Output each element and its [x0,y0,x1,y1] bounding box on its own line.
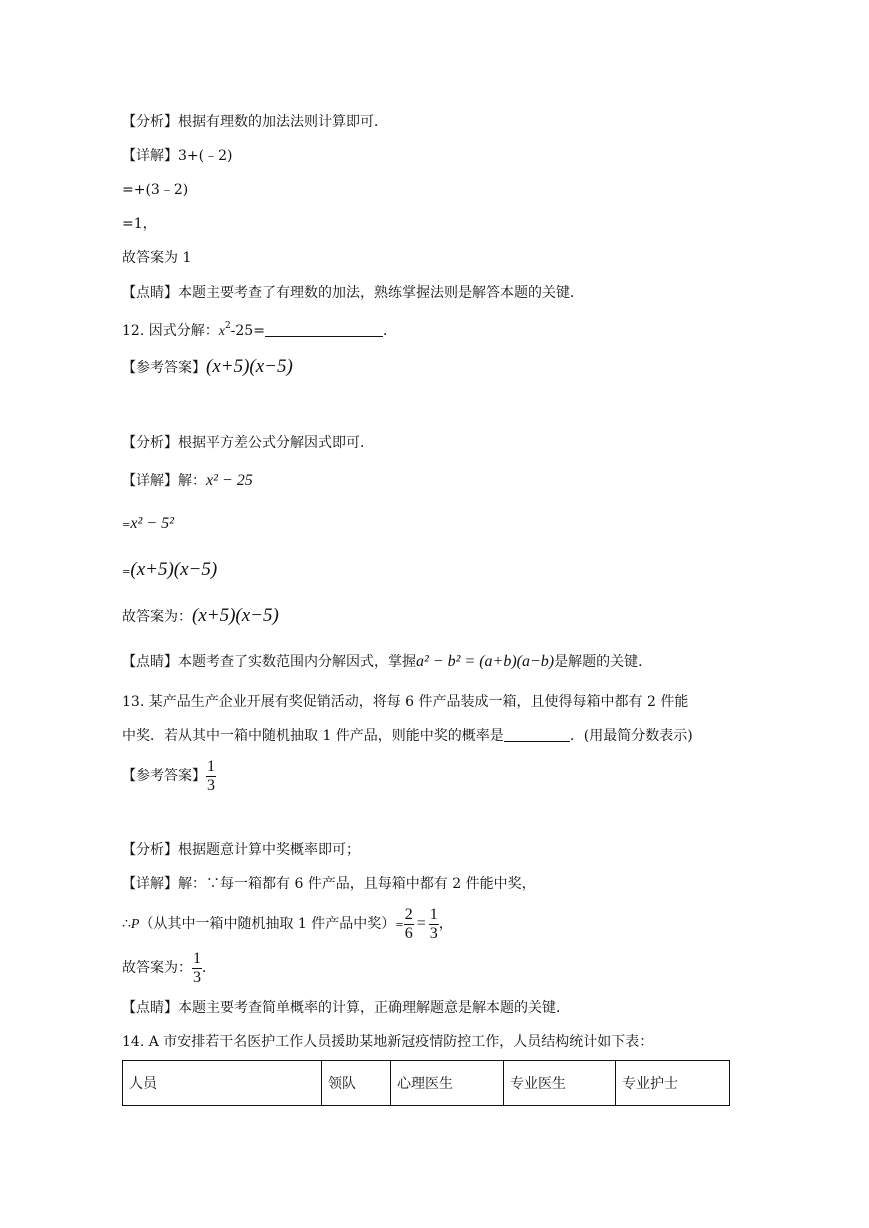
q13-answer [122,948,216,988]
q12-step1-eq: = [122,520,131,531]
table-row [123,1061,730,1106]
q12-question [122,316,397,342]
q12-answer-label: 故答案为： [122,609,192,625]
q12-question-prefix: 12. 因式分解： [122,323,219,339]
q12-detail-label: 【详解】解： [122,473,206,489]
table-header-personnel: 人员 [123,1061,322,1106]
q12-analysis: 【分析】根据平方差公式分解因式即可． [122,435,374,451]
q11-comment: 【点睛】本题主要考查了有理数的加法，熟练掌握法则是解答本题的关键． [122,285,584,301]
q13-analysis: 【分析】根据题意计算中奖概率即可； [122,842,360,858]
q13-frac1-den: 6 [404,924,413,942]
q13-answer-num: 1 [193,949,201,967]
q12-comment [122,652,652,672]
q13-answer-label: 故答案为： [122,960,192,976]
q12-detail-expr: x² − 25 [206,472,253,489]
q12-reference [122,357,293,378]
table-header-leader: 领队 [322,1061,391,1106]
table-header-psychologist: 心理医生 [391,1061,504,1106]
q12-step1 [122,514,174,536]
q11-detail-line3: =1， [122,216,157,232]
q11-detail-line2: =+(3﹣2) [122,182,189,198]
q14-staff-table [122,1060,730,1106]
q12-detail [122,471,253,491]
q13-eq2: = [416,915,426,932]
q13-answer-fraction [192,950,202,987]
q13-answer-blank[interactable] [504,727,570,742]
q13-frac2 [429,906,439,943]
table-header-doctor: 专业医生 [504,1061,616,1106]
q13-detail-line1: 【详解】解：∵每一箱都有 6 件产品，且每箱中都有 2 件能中奖， [122,876,536,892]
q13-question-line2 [122,726,693,746]
q13-answer-den: 3 [193,968,201,986]
q12-answer [122,606,279,627]
q13-event-text: （从其中一箱中随机抽取 1 件产品中奖） [139,916,396,932]
q12-question-x: x [218,324,225,339]
q11-answer: 故答案为 1 [122,250,192,266]
q13-frac1-num: 2 [404,905,413,923]
table-header-nurse: 专业护士 [616,1061,730,1106]
q13-question-suffix: ．(用最简分数表示) [569,728,693,744]
q13-frac2-num: 1 [429,905,438,923]
q13-comment: 【点睛】本题主要考查简单概率的计算，正确理解题意是解本题的关键． [122,1000,570,1016]
q13-eq1: = [395,920,404,931]
q13-ref-den: 3 [207,776,215,794]
q13-ref-fraction [206,758,216,795]
q14-question: 14. A 市安排若干名医护工作人员援助某地新冠疫情防控工作，人员结构统计如下表： [122,1034,654,1050]
q13-detail-line2 [122,904,453,946]
q13-reference [122,756,216,796]
q12-comment-formula: a² − b² = (a+b)(a−b) [416,653,555,670]
q13-question-prefix: 中奖．若从其中一箱中随机抽取 1 件产品，则能中奖的概率是 [122,728,504,744]
q13-ref-num: 1 [207,757,215,775]
q12-ref-label: 【参考答案】 [122,360,206,376]
q13-ref-label: 【参考答案】 [122,768,206,784]
q12-question-rest: -25= [230,323,265,339]
q12-step2 [122,560,217,583]
q12-ref-answer: (x+5)(x−5) [206,356,293,377]
q13-answer-period: ． [202,960,216,976]
q12-step2-expr: (x+5)(x−5) [130,559,218,580]
q12-step2-eq: = [122,567,131,578]
q12-question-exp: 2 [224,321,231,331]
q12-answer-expr: (x+5)(x−5) [192,605,279,626]
q12-step1-expr: x² − 5² [130,515,174,532]
q11-detail-line1: 【详解】3+(﹣2) [122,148,233,164]
q12-answer-blank[interactable] [265,322,383,337]
q13-therefore: ∴ [122,916,131,932]
q12-question-end: ． [382,323,397,339]
q11-analysis: 【分析】根据有理数的加法法则计算即可． [122,114,388,130]
q13-comma: ， [438,916,453,932]
q13-P: P [130,917,140,932]
q13-frac2-den: 3 [429,924,438,942]
q13-question-line1: 13. 某产品生产企业开展有奖促销活动，将每 6 件产品装成一箱，且使得每箱中都有 2 件能 [122,694,689,710]
q12-comment-prefix: 【点睛】本题考查了实数范围内分解因式，掌握 [122,654,416,670]
q12-comment-suffix: 是解题的关键． [554,654,653,670]
q13-frac1 [404,906,414,943]
